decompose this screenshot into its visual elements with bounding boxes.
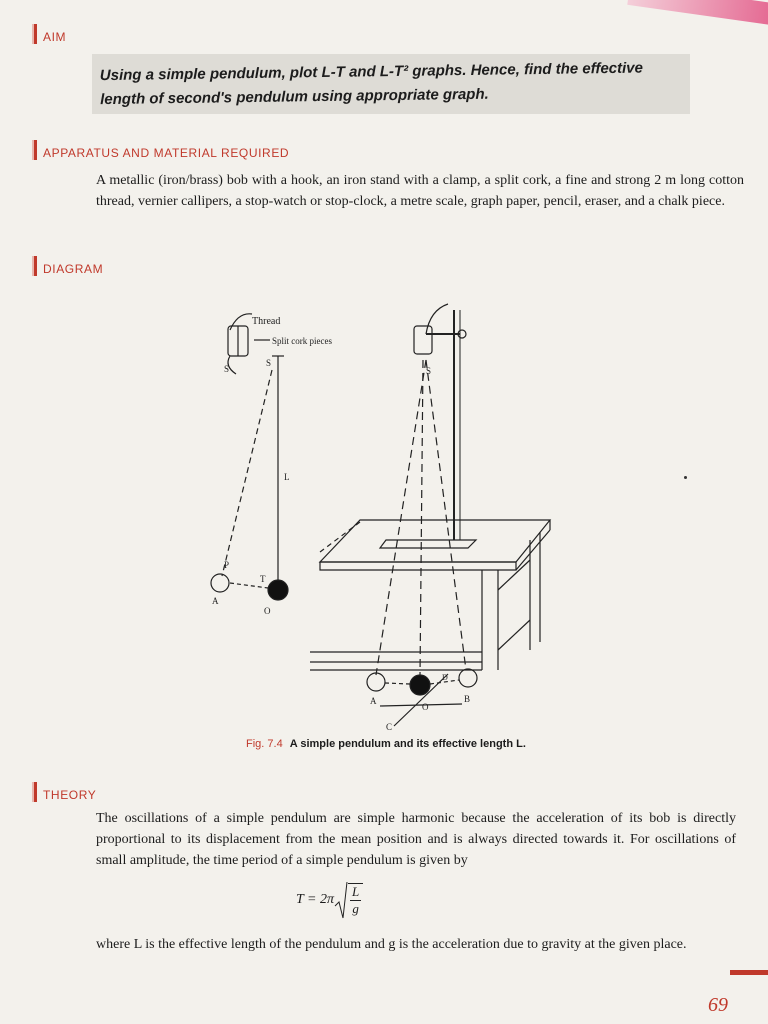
label-t: T (260, 574, 266, 584)
theory-heading (34, 782, 96, 802)
label-length: L (284, 472, 290, 482)
bob-left-extreme (367, 673, 385, 691)
aim-heading (34, 24, 66, 44)
speck-mark (684, 476, 687, 479)
apparatus-heading-text: APPARATUS AND MATERIAL REQUIRED (43, 146, 290, 160)
label-thread: Thread (252, 316, 281, 327)
pendulum-diagram (180, 290, 560, 730)
corner-decoration (627, 0, 768, 27)
apparatus-text: A metallic (iron/brass) bob with a hook, an iron stand with a clamp, a split cork, a fine and strong 2 m long cotton thread, vernier callipers, a stop-watch or stop-clock, a metre scale, graph paper, pencil, eraser, and a chalk piece. (96, 173, 744, 209)
label-s1: S (266, 358, 272, 368)
bob-mean (268, 580, 288, 600)
period-formula (296, 880, 363, 920)
label-split-cork: Split cork pieces (272, 336, 332, 346)
heading-bar (34, 782, 37, 802)
theory-paragraph-1: The oscillations of a simple pendulum are simple harmonic because the acceleration of its bob is directly proportional to its displacement from the mean position and is always directed towards it. For oscillations of small amplitude, the time period of a simple pendulum is given by (96, 811, 736, 868)
label-a-left: A (212, 596, 219, 606)
theory-paragraph-2: where L is the effective length of the pendulum and g is the acceleration due to gravity at the given place. (96, 937, 687, 952)
aim-heading-text: AIM (43, 30, 67, 44)
formula-numerator: L (352, 884, 360, 899)
label-d: D (442, 673, 448, 682)
figure-title: A simple pendulum and its effective length L. (289, 738, 526, 750)
label-b-right: B (464, 694, 471, 704)
diagram-heading-text: DIAGRAM (43, 262, 104, 276)
theory-heading-text: THEORY (43, 788, 97, 802)
label-s-right: S (426, 366, 432, 376)
page-number: 69 (708, 994, 728, 1016)
diagram-heading (34, 256, 103, 276)
label-p: P (224, 560, 230, 570)
page-tab-marker (730, 970, 768, 975)
aim-text: Using a simple pendulum, plot L-T and L-T² graphs. Hence, find the effective length of second's pendulum using appropriate graph. (99, 59, 644, 109)
label-s-left: S (224, 364, 230, 374)
formula-fraction (348, 883, 363, 917)
sqrt-icon (334, 880, 348, 920)
apparatus-heading (34, 140, 289, 160)
label-o-right: O (422, 702, 429, 712)
bob-center (410, 675, 430, 695)
stand-and-table (310, 304, 550, 670)
heading-bar (34, 140, 37, 160)
heading-bar (34, 256, 37, 276)
bob-right-extreme (459, 669, 477, 687)
heading-bar (34, 24, 37, 44)
figure-caption (246, 738, 526, 750)
label-a-right: A (370, 696, 377, 706)
formula-lhs: T = 2π (296, 892, 334, 907)
figure-number: Fig. 7.4 (246, 738, 283, 750)
formula-denominator: g (352, 901, 359, 916)
label-o-left: O (264, 606, 271, 616)
left-pendulum (211, 314, 332, 616)
bob-displaced (211, 574, 229, 592)
split-cork-right (414, 326, 432, 354)
label-c: C (386, 722, 393, 730)
